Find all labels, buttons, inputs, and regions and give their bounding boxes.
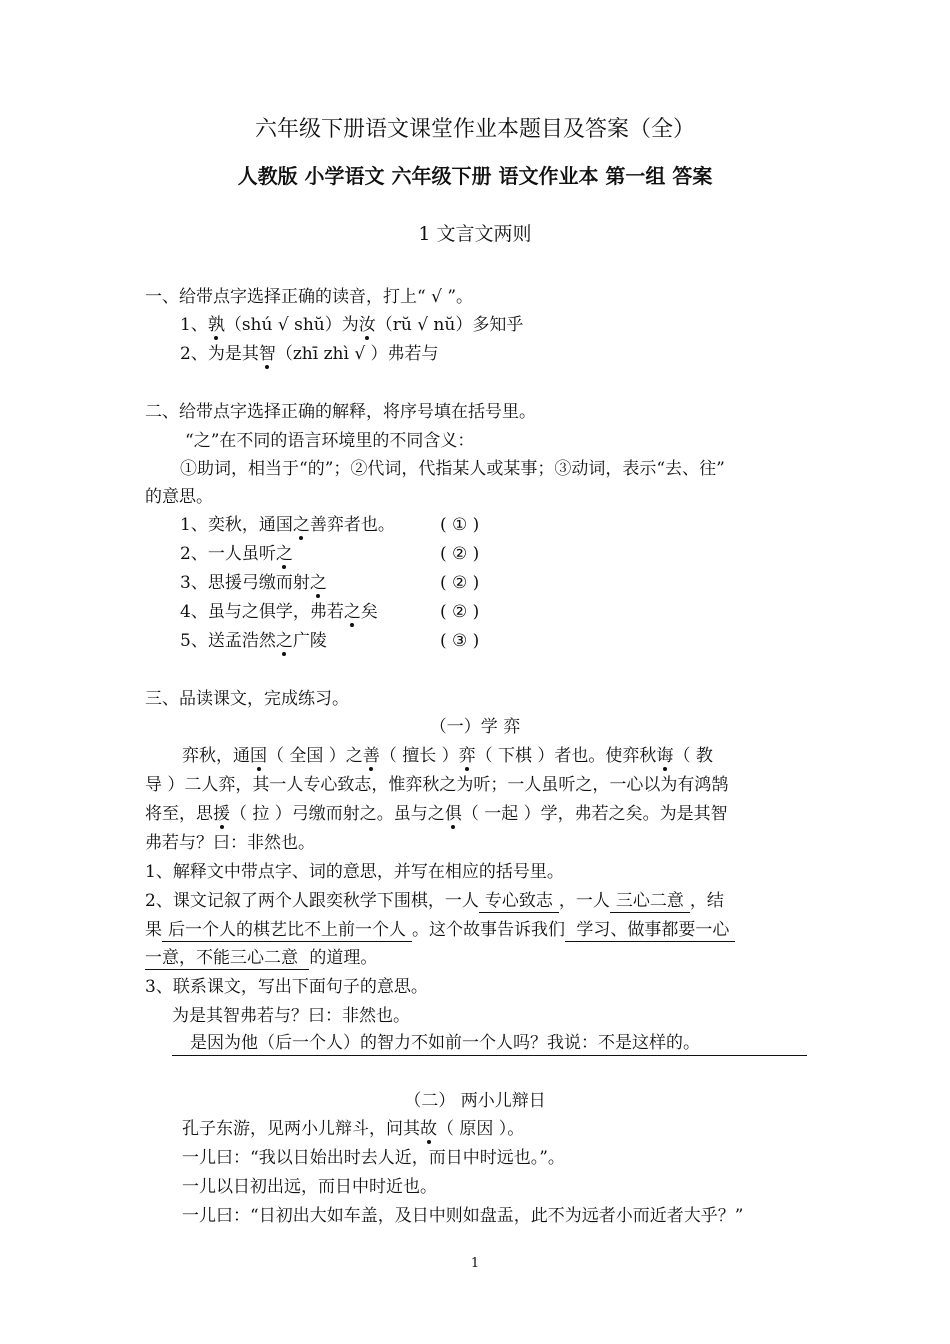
document-subtitle: 人教版 小学语文 六年级下册 语文作业本 第一组 答案 <box>237 164 713 188</box>
answer-blank: 学习、做事都要一心 <box>565 920 735 942</box>
section2-answer: ( ② ) <box>440 573 480 593</box>
answer-blank: 三心二意 <box>610 891 690 913</box>
lesson-title: 1 文言文两则 <box>418 223 532 245</box>
part2-title: （二） 两小儿辩日 <box>404 1091 546 1111</box>
section2-answer: ( ② ) <box>440 602 480 622</box>
document-title: 六年级下册语文课堂作业本题目及答案（全） <box>254 117 695 142</box>
question-2-cont: 一意，不能三心二意 的道理。 <box>145 948 378 968</box>
question-3: 3、联系课文，写出下面句子的意思。 <box>145 977 428 997</box>
question-2-cont: 果 后一个人的棋艺比不上前一个人 。这个故事告诉我们 学习、做事都要一心 <box>145 918 735 942</box>
section2-item: 1、奕秋，通国之善弈者也。 <box>180 515 395 535</box>
answer-underline <box>172 1055 807 1056</box>
section2-answer: ( ② ) <box>440 544 480 564</box>
passage-line: 将至，思援（ 拉 ）弓缴而射之。虽与之俱（ 一起 ）学，弗若之矣。为是其智 <box>145 804 728 824</box>
section1-q1: 1、孰（shú √ shŭ）为汝（rŭ √ nŭ）多知乎 <box>180 315 524 335</box>
section2-intro: “之”在不同的语言环境里的不同含义： <box>185 431 475 451</box>
question-1: 1、解释文中带点字、词的意思，并写在相应的括号里。 <box>145 862 564 882</box>
section2-item: 3、思援弓缴而射之 <box>180 573 327 593</box>
passage-line: 孔子东游，见两小儿辩斗，问其故（ 原因 ）。 <box>182 1119 525 1139</box>
answer-blank: 后一个人的棋艺比不上前一个人 <box>162 920 412 942</box>
section3-heading: 三、品读课文，完成练习。 <box>145 689 349 709</box>
answer-blank: 专心致志 <box>479 891 559 913</box>
section2-item: 2、一人虽听之 <box>180 544 293 564</box>
passage-line: 一儿曰：“日初出大如车盖，及日中则如盘盂，此不为远者小而近者大乎？” <box>182 1206 744 1226</box>
section2-item: 5、送孟浩然之广陵 <box>180 631 327 651</box>
page-number: 1 <box>470 1256 480 1271</box>
section2-answer: ( ③ ) <box>440 631 480 651</box>
question-3-sentence: 为是其智弗若与？曰：非然也。 <box>172 1006 410 1026</box>
question-3-answer: 是因为他（后一个人）的智力不如前一个人吗？我说：不是这样的。 <box>190 1033 700 1053</box>
section2-item: 4、虽与之俱学，弗若之矣 <box>180 602 378 622</box>
part1-title: （一）学 弈 <box>429 717 521 737</box>
section2-answer: ( ① ) <box>440 515 480 535</box>
passage-line: 一儿曰：“我以日始出时去人近，而日中时远也。”。 <box>182 1148 565 1168</box>
section2-definitions-cont: 的意思。 <box>145 487 213 507</box>
section1-q2: 2、为是其智（zhī zhì √ ）弗若与 <box>180 344 439 364</box>
answer-blank: 一意，不能三心二意 <box>145 948 309 970</box>
passage-line: 一儿以日初出远，而日中时近也。 <box>182 1177 437 1197</box>
section1-heading: 一、给带点字选择正确的读音，打上“ √ ”。 <box>145 287 474 307</box>
passage-line: 弈秋，通国（ 全国 ）之善（ 擅长 ）弈（ 下棋 ）者也。使弈秋诲（ 教 <box>182 746 713 766</box>
passage-line: 弗若与？曰：非然也。 <box>145 833 315 853</box>
section2-heading: 二、给带点字选择正确的解释，将序号填在括号里。 <box>145 402 536 422</box>
passage-line: 导 ）二人弈，其一人专心致志，惟弈秋之为听；一人虽听之，一心以为有鸿鹄 <box>145 775 729 795</box>
section2-definitions: ①助词，相当于“的”；②代词，代指某人或某事；③动词，表示“去、往” <box>180 459 725 479</box>
question-2: 2、课文记叙了两个人跟奕秋学下围棋，一人 专心致志 ，一人 三心二意 ，结 <box>145 891 724 911</box>
